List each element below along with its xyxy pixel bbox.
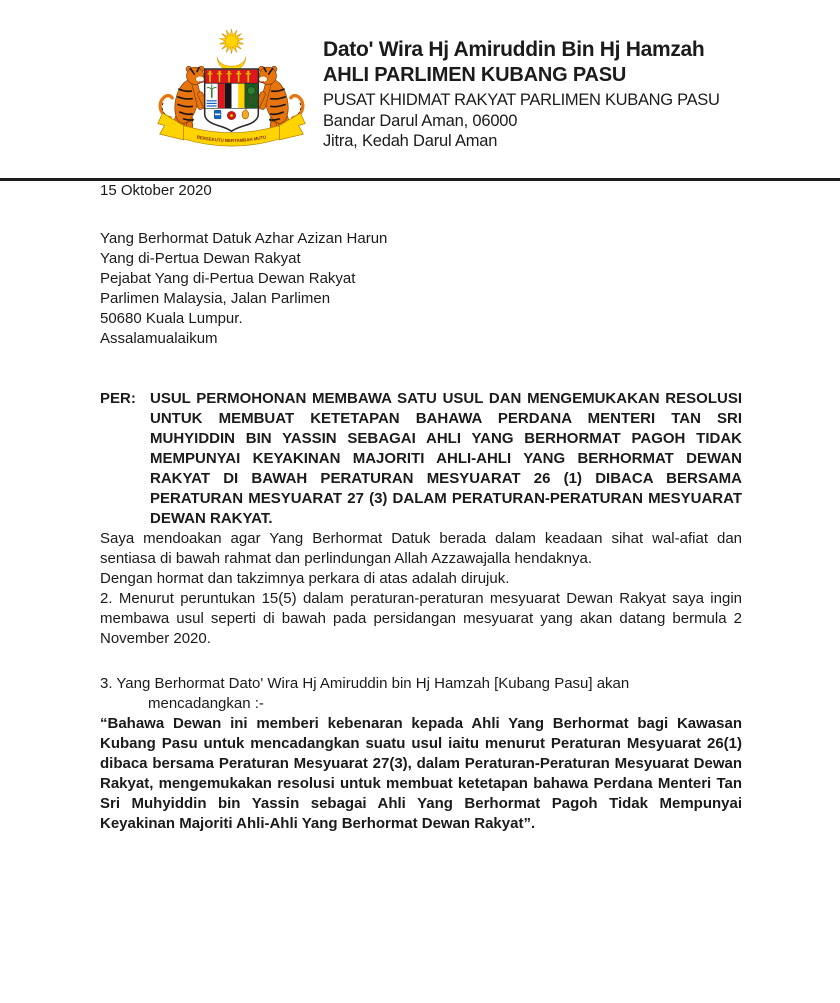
recipient-line: Yang Berhormat Datuk Azhar Azizan Harun xyxy=(100,230,388,247)
crest-motto: BERSEKUTU BERTAMBAH MUTU xyxy=(196,134,267,144)
subject-text: USUL PERMOHONAN MEMBAWA SATU USUL DAN MENGEMUKAKAN RESOLUSI UNTUK MEMBUAT KETETAPAN BAHAWA PERDANA MENTERI TAN SRI MUHYIDDIN BIN YASSIN SEBAGAI AHLI YANG BERHORMAT PAGOH TIDAK MEMPUNYAI KEYAKINAN MAJORITI AHLI-AHLI YANG BERHORMAT DEWAN RAKYAT DI BAWAH PERATURAN MESYUARAT 26 (1) DIBACA BERSAMA PERATURAN MESYUARAT 27 (3) DALAM PERATURAN-PERATURAN MESYUARAT DEWAN RAKYAT. xyxy=(150,390,742,527)
service-centre: PUSAT KHIDMAT RAKYAT PARLIMEN KUBANG PASU xyxy=(323,91,720,109)
federal-star-icon xyxy=(219,29,243,54)
letterhead-text xyxy=(323,26,720,150)
address-line-2: Jitra, Kedah Darul Aman xyxy=(323,132,498,150)
paragraph-hormat: Dengan hormat dan takzimnya perkara di atas adalah dirujuk. xyxy=(100,570,510,587)
paragraph-doa: Saya mendoakan agar Yang Berhormat Datuk berada dalam keadaan sihat wal-afiat dan sentiasa di bawah rahmat dan perlindungan Allah Azzawajalla hendaknya. xyxy=(100,530,742,567)
recipient-line: Pejabat Yang di-Pertua Dewan Rakyat xyxy=(100,270,356,287)
motion-quote: “Bahawa Dewan ini memberi kebenaran kepada Ahli Yang Berhormat bagi Kawasan Kubang Pasu untuk mencadangkan suatu usul iaitu menurut Peraturan Mesyuarat 26(1) dibaca bersama Peraturan Mesyuarat 27(3), dalam Peraturan-Peraturan Mesyuarat Dewan Rakyat, mengemukakan resolusi untuk membuat ketetapan bahawa Perdana Menteri Tan Sri Muhyiddin bin Yassin sebagai Ahli Yang Berhormat Pagoh Tidak Mempunyai Keyakinan Majoriti Ahli-Ahli Yang Berhormat Dewan Rakyat”. xyxy=(100,715,742,832)
item3-line1: 3. Yang Berhormat Dato' Wira Hj Amiruddin bin Hj Hamzah [Kubang Pasu] akan xyxy=(100,675,630,692)
mp-name: Dato' Wira Hj Amiruddin Bin Hj Hamzah xyxy=(323,38,705,61)
malaysia-coat-of-arms-icon xyxy=(153,26,310,160)
subject-label: PER: xyxy=(100,390,136,407)
crest-motto-right-script: ∙∙∙∙∙ xyxy=(283,117,290,123)
item3-line2: mencadangkan :- xyxy=(148,695,264,712)
letter-body xyxy=(0,181,840,864)
recipient-address xyxy=(100,229,742,329)
letter-date: 15 Oktober 2020 xyxy=(100,182,212,199)
address-line-1: Bandar Darul Aman, 06000 xyxy=(323,111,518,130)
salutation: Assalamualaikum xyxy=(100,330,218,347)
shield-icon xyxy=(205,69,259,131)
subject-block xyxy=(100,389,742,529)
letterhead xyxy=(0,0,840,160)
mp-role: AHLI PARLIMEN KUBANG PASU xyxy=(323,64,627,86)
crest-motto-left-script: ∙∙∙∙∙ xyxy=(170,120,177,127)
paragraph-item3 xyxy=(100,674,742,714)
recipient-line: Parlimen Malaysia, Jalan Parlimen xyxy=(100,290,331,307)
paragraph-item2: 2. Menurut peruntukan 15(5) dalam peraturan-peraturan mesyuarat Dewan Rakyat saya ingin membawa usul seperti di bawah pada persidangan mesyuarat yang akan datang bermula 2 November 2020. xyxy=(100,590,742,647)
recipient-line: 50680 Kuala Lumpur. xyxy=(100,310,243,327)
recipient-line: Yang di-Pertua Dewan Rakyat xyxy=(100,250,301,267)
